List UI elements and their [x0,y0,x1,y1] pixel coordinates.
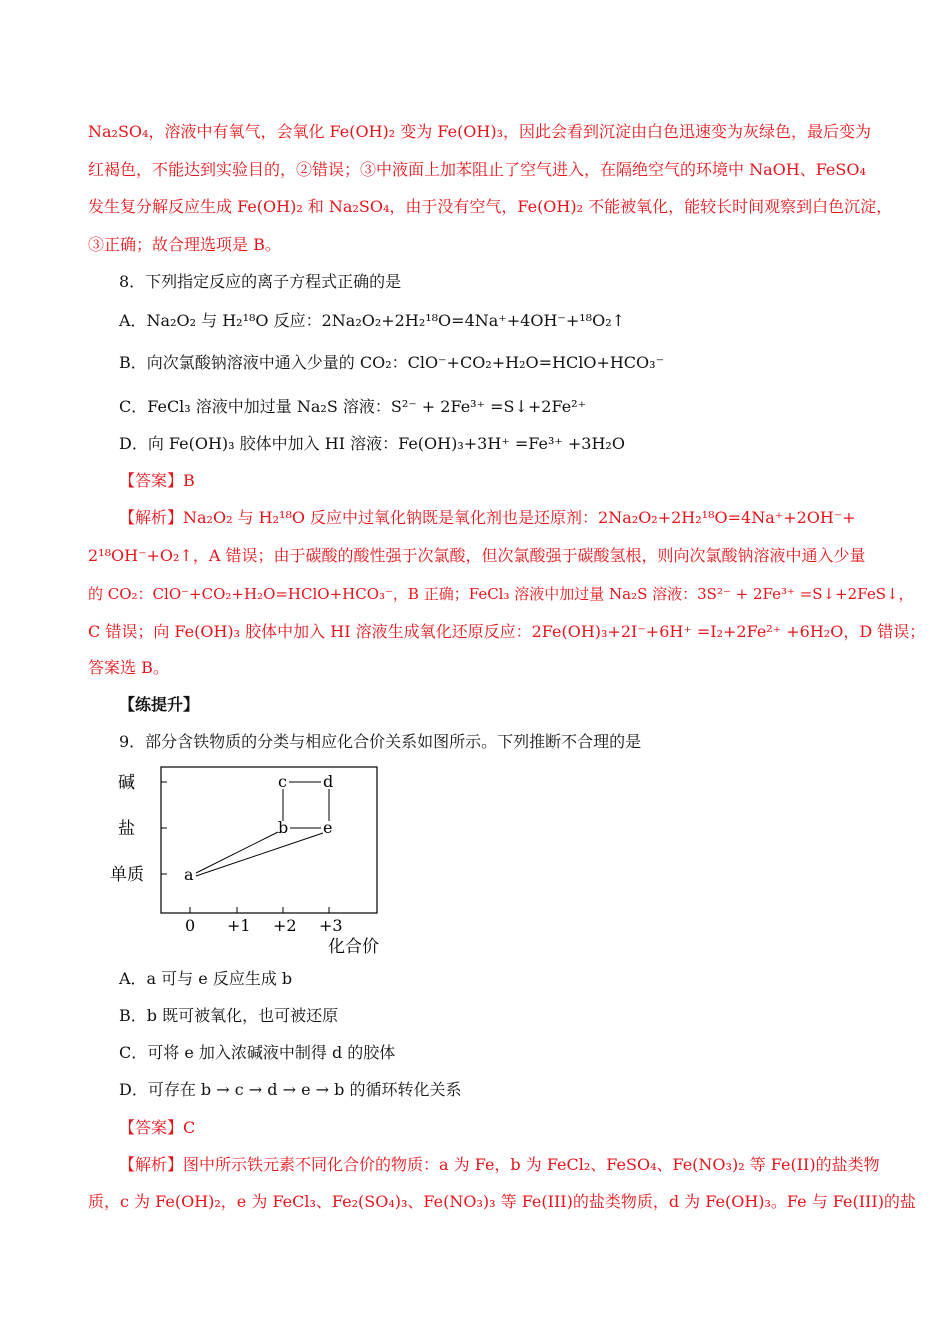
point-c: c [278,772,287,791]
edge-a-e [196,833,323,876]
point-b: b [278,818,289,837]
prev-solution-line-4: ③正确；故合理选项是 B。 [88,235,281,254]
section-title: 【练提升】 [119,695,200,714]
y-label-element: 单质 [110,865,144,885]
x-axis-title: 化合价 [328,937,379,957]
x-label-0: 0 [185,916,196,935]
q9-option-b: B．b 既可被氧化，也可被还原 [119,1006,339,1025]
chart-frame [161,767,377,913]
q9-option-c: C．可将 e 加入浓碱液中制得 d 的胶体 [119,1043,396,1062]
prev-solution-line-3: 发生复分解反应生成 Fe(OH)₂ 和 Na₂SO₄，由于没有空气，Fe(OH)₂ 不能被氧化，能较长时间观察到白色沉淀， [88,197,893,216]
x-label-plus2: +2 [273,916,297,935]
q9-option-d: D．可存在 b → c → d → e → b 的循环转化关系 [119,1080,462,1099]
q8-stem: 8．下列指定反应的离子方程式正确的是 [119,272,402,291]
y-label-base: 碱 [118,773,135,793]
q8-option-b: B．向次氯酸钠溶液中通入少量的 CO₂：ClO⁻+CO₂+H₂O=HClO+HCO₃⁻ [119,353,665,372]
q8-explanation-line-2: 2¹⁸OH⁻+O₂↑，A 错误；由于碳酸的酸性强于次氯酸，但次氯酸强于碳酸氢根，则向次氯酸钠溶液中通入少量 [88,546,866,565]
q8-explanation-line-5: 答案选 B。 [88,658,169,677]
q8-option-c: C．FeCl₃ 溶液中加过量 Na₂S 溶液：S²⁻ + 2Fe³⁺ =S↓+2Fe²⁺ [119,397,587,416]
prev-solution-line-1: Na₂SO₄，溶液中有氧气，会氧化 Fe(OH)₂ 变为 Fe(OH)₃，因此会看到沉淀由白色迅速变为灰绿色，最后变为 [88,122,872,141]
y-label-salt: 盐 [118,819,135,839]
q9-explanation-line-1: 【解析】图中所示铁元素不同化合价的物质：a 为 Fe，b 为 FeCl₂、FeSO₄、Fe(NO₃)₂ 等 Fe(II)的盐类物 [119,1155,880,1174]
q8-option-a: A．Na₂O₂ 与 H₂¹⁸O 反应：2Na₂O₂+2H₂¹⁸O=4Na⁺+4OH⁻+¹⁸O₂↑ [119,311,626,330]
iron-valence-chart [110,760,410,960]
q8-explanation-line-4: C 错误；向 Fe(OH)₃ 胶体中加入 HI 溶液生成氧化还原反应：2Fe(OH)₃+2I⁻+6H⁺ =I₂+2Fe²⁺ +6H₂O，D 错误； [88,622,926,641]
x-label-plus1: +1 [227,916,251,935]
q8-option-d: D．向 Fe(OH)₃ 胶体中加入 HI 溶液：Fe(OH)₃+3H⁺ =Fe³⁺ +3H₂O [119,434,625,453]
q9-option-a: A．a 可与 e 反应生成 b [119,969,293,988]
point-d: d [323,772,334,791]
q9-explanation-line-2: 质，c 为 Fe(OH)₂，e 为 FeCl₃、Fe₂(SO₄)₃、Fe(NO₃)₃ 等 Fe(III)的盐类物质，d 为 Fe(OH)₃。Fe 与 Fe(III)的盐 [88,1192,916,1211]
prev-solution-line-2: 红褐色，不能达到实验目的，②错误；③中液面上加苯阻止了空气进入，在隔绝空气的环境中 NaOH、FeSO₄ [88,160,866,179]
point-e: e [323,818,333,837]
q8-explanation-line-1: 【解析】Na₂O₂ 与 H₂¹⁸O 反应中过氧化钠既是氧化剂也是还原剂：2Na₂O₂+2H₂¹⁸O=4Na⁺+2OH⁻+ [119,508,856,527]
q8-explanation-line-3: 的 CO₂：ClO⁻+CO₂+H₂O=HClO+HCO₃⁻，B 正确；FeCl₃ 溶液中加过量 Na₂S 溶液：3S²⁻ + 2Fe³⁺ =S↓+2FeS↓， [88,585,914,603]
q8-answer: 【答案】B [119,471,195,490]
q9-answer: 【答案】C [119,1118,196,1137]
point-a: a [184,865,194,884]
x-label-plus3: +3 [319,916,343,935]
q9-stem: 9．部分含铁物质的分类与相应化合价关系如图所示。下列推断不合理的是 [119,732,642,751]
